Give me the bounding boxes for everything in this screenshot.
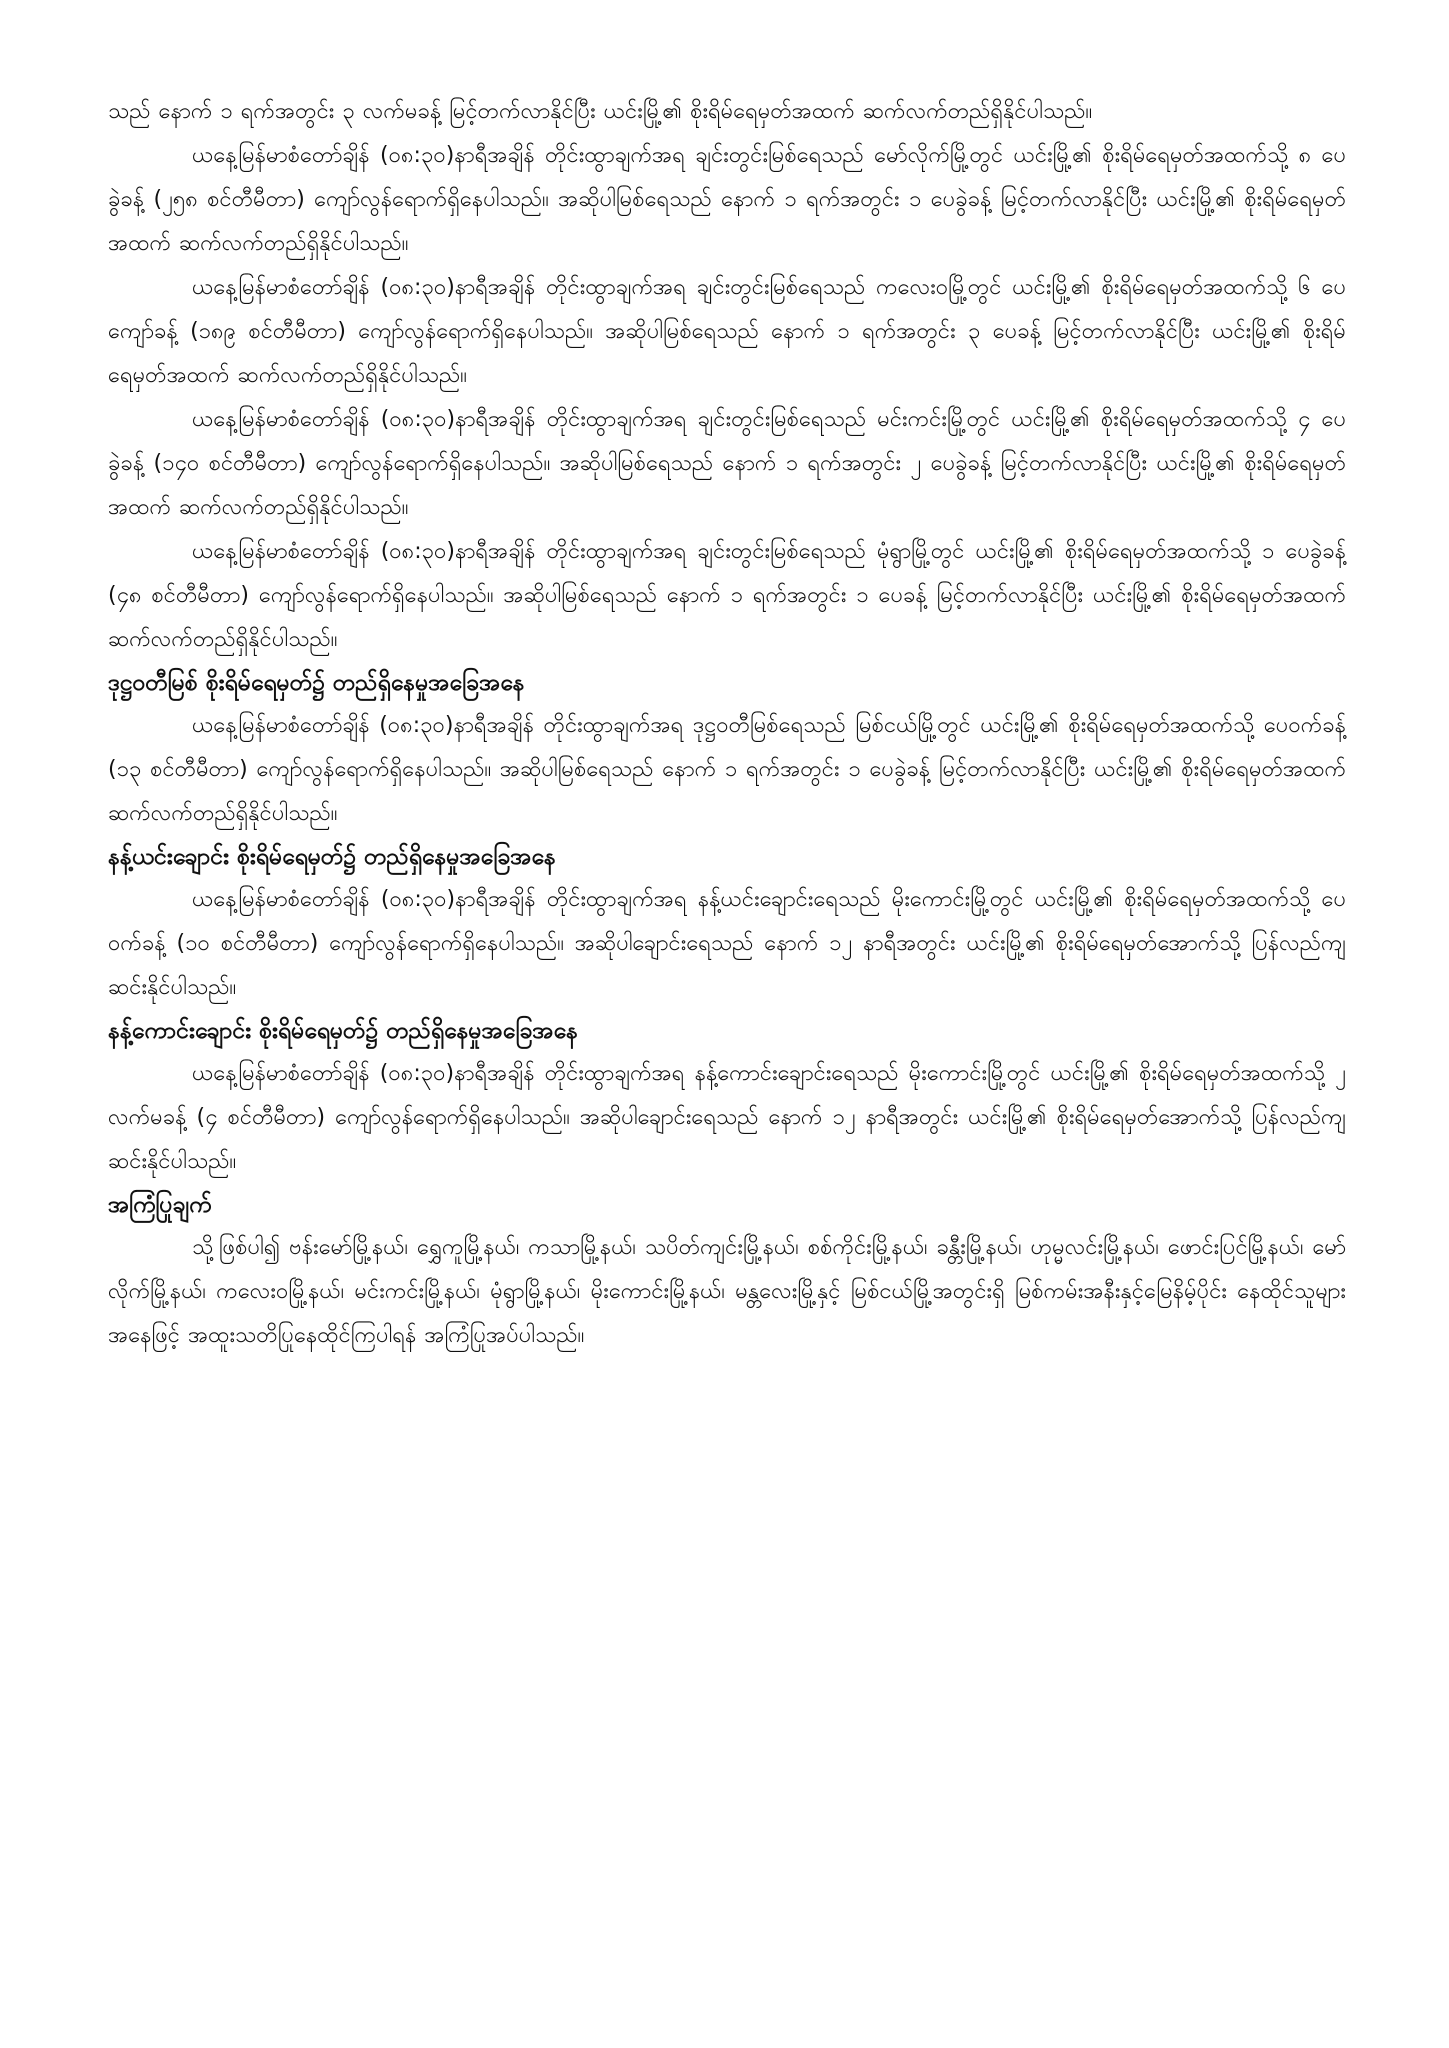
- paragraph-continued: သည် နောက် ၁ ရက်အတွင်း ၃ လက်မခန့် မြင့်တက်လာနိုင်ပြီး ယင်းမြို့၏ စိုးရိမ်ရေမှတ်အထက် ဆက်လက်တည်ရှိနိုင်ပါသည်။: [108, 99, 1093, 124]
- paragraph-nanyin-mogaung: ယနေ့မြန်မာစံတော်ချိန် (၀၈:၃၀)နာရီအချိန် တိုင်းထွာချက်အရ နန့်ယင်းချောင်းရေသည် မိုးကောင်းမြို့တွင် ယင်းမြို့၏ စိုးရိမ်ရေမှတ်အထက်သို့ ပေဝက်ခန့် (၁၀ စင်တီမီတာ) ကျော်လွန်ရောက်ရှိနေပါသည်။ အဆိုပါချောင်းရေသည် နောက် ၁၂ နာရီအတွင်း ယင်းမြို့၏ စိုးရိမ်ရေမှတ်အောက်သို့ ပြန်လည်ကျဆင်းနိုင်ပါသည်။: [108, 887, 1346, 1000]
- heading-nanyin-creek: နန့်ယင်းချောင်း စိုးရိမ်ရေမှတ်၌ တည်ရှိနေမှုအခြေအနေ: [108, 844, 556, 870]
- heading-namkaung-creek: နန့်ကောင်းချောင်း စိုးရိမ်ရေမှတ်၌ တည်ရှိနေမှုအခြေအနေ: [108, 1018, 578, 1044]
- paragraph-mawlaik: ယနေ့မြန်မာစံတော်ချိန် (၀၈:၃၀)နာရီအချိန် တိုင်းထွာချက်အရ ချင်းတွင်းမြစ်ရေသည် မော်လိုက်မြို့တွင် ယင်းမြို့၏ စိုးရိမ်ရေမှတ်အထက်သို့ ၈ ပေခွဲခန့် (၂၅၈ စင်တီမီတာ) ကျော်လွန်ရောက်ရှိနေပါသည်။ အဆိုပါမြစ်ရေသည် နောက် ၁ ရက်အတွင်း ၁ ပေခွဲခန့် မြင့်တက်လာနိုင်ပြီး ယင်းမြို့၏ စိုးရိမ်ရေမှတ်အထက် ဆက်လက်တည်ရှိနိုင်ပါသည်။: [108, 143, 1346, 256]
- heading-dotthawaddy: ဒုဋ္ဌဝတီမြစ် စိုးရိမ်ရေမှတ်၌ တည်ရှိနေမှုအခြေအနေ: [108, 670, 525, 696]
- paragraph-namkaung-mogaung: ယနေ့မြန်မာစံတော်ချိန် (၀၈:၃၀)နာရီအချိန် တိုင်းထွာချက်အရ နန့်ကောင်းချောင်းရေသည် မိုးကောင်းမြို့တွင် ယင်းမြို့၏ စိုးရိမ်ရေမှတ်အထက်သို့ ၂ လက်မခန့် (၄ စင်တီမီတာ) ကျော်လွန်ရောက်ရှိနေပါသည်။ အဆိုပါချောင်းရေသည် နောက် ၁၂ နာရီအတွင်း ယင်းမြို့၏ စိုးရိမ်ရေမှတ်အောက်သို့ ပြန်လည်ကျဆင်းနိုင်ပါသည်။: [108, 1061, 1346, 1174]
- paragraph-myittha: ယနေ့မြန်မာစံတော်ချိန် (၀၈:၃၀)နာရီအချိန် တိုင်းထွာချက်အရ ဒုဋ္ဌဝတီမြစ်ရေသည် မြစ်ငယ်မြို့တွင် ယင်းမြို့၏ စိုးရိမ်ရေမှတ်အထက်သို့ ပေဝက်ခန့် (၁၃ စင်တီမီတာ) ကျော်လွန်ရောက်ရှိနေပါသည်။ အဆိုပါမြစ်ရေသည် နောက် ၁ ရက်အတွင်း ၁ ပေခွဲခန့် မြင့်တက်လာနိုင်ပြီး ယင်းမြို့၏ စိုးရိမ်ရေမှတ်အထက် ဆက်လက်တည်ရှိနိုင်ပါသည်။: [108, 713, 1346, 826]
- paragraph-kalewa: ယနေ့မြန်မာစံတော်ချိန် (၀၈:၃၀)နာရီအချိန် တိုင်းထွာချက်အရ ချင်းတွင်းမြစ်ရေသည် ကလေးဝမြို့တွင် ယင်းမြို့၏ စိုးရိမ်ရေမှတ်အထက်သို့ ၆ ပေကျော်ခန့် (၁၈၉ စင်တီမီတာ) ကျော်လွန်ရောက်ရှိနေပါသည်။ အဆိုပါမြစ်ရေသည် နောက် ၁ ရက်အတွင်း ၃ ပေခန့် မြင့်တက်လာနိုင်ပြီး ယင်းမြို့၏ စိုးရိမ်ရေမှတ်အထက် ဆက်လက်တည်ရှိနိုင်ပါသည်။: [108, 275, 1346, 388]
- paragraph-recommendation: သို့ဖြစ်ပါ၍ ဗန်းမော်မြို့နယ်၊ ရွှေကူမြို့နယ်၊ ကသာမြို့နယ်၊ သပိတ်ကျင်းမြို့နယ်၊ စစ်ကိုင်းမြို့နယ်၊ ခန္တီးမြို့နယ်၊ ဟုမ္မလင်းမြို့နယ်၊ ဖောင်းပြင်မြို့နယ်၊ မော်လိုက်မြို့နယ်၊ ကလေးဝမြို့နယ်၊ မင်းကင်းမြို့နယ်၊ မုံရွာမြို့နယ်၊ မိုးကောင်းမြို့နယ်၊ မန္တလေးမြို့နှင့် မြစ်ငယ်မြို့အတွင်းရှိ မြစ်ကမ်းအနီးနှင့်မြေနိမ့်ပိုင်း နေထိုင်သူများ အနေဖြင့် အထူးသတိပြုနေထိုင်ကြပါရန် အကြံပြုအပ်ပါသည်။: [108, 1235, 1346, 1348]
- paragraph-monywa: ယနေ့မြန်မာစံတော်ချိန် (၀၈:၃၀)နာရီအချိန် တိုင်းထွာချက်အရ ချင်းတွင်းမြစ်ရေသည် မုံရွာမြို့တွင် ယင်းမြို့၏ စိုးရိမ်ရေမှတ်အထက်သို့ ၁ ပေခွဲခန့် (၄၈ စင်တီမီတာ) ကျော်လွန်ရောက်ရှိနေပါသည်။ အဆိုပါမြစ်ရေသည် နောက် ၁ ရက်အတွင်း ၁ ပေခန့် မြင့်တက်လာနိုင်ပြီး ယင်းမြို့၏ စိုးရိမ်ရေမှတ်အထက် ဆက်လက်တည်ရှိနိုင်ပါသည်။: [108, 539, 1346, 652]
- heading-recommendation: အကြံပြုချက်: [108, 1192, 212, 1218]
- document-body: [108, 90, 1346, 1358]
- paragraph-mingin: ယနေ့မြန်မာစံတော်ချိန် (၀၈:၃၀)နာရီအချိန် တိုင်းထွာချက်အရ ချင်းတွင်းမြစ်ရေသည် မင်းကင်းမြို့တွင် ယင်းမြို့၏ စိုးရိမ်ရေမှတ်အထက်သို့ ၄ ပေခွဲခန့် (၁၄၀ စင်တီမီတာ) ကျော်လွန်ရောက်ရှိနေပါသည်။ အဆိုပါမြစ်ရေသည် နောက် ၁ ရက်အတွင်း ၂ ပေခွဲခန့် မြင့်တက်လာနိုင်ပြီး ယင်းမြို့၏ စိုးရိမ်ရေမှတ်အထက် ဆက်လက်တည်ရှိနိုင်ပါသည်။: [108, 407, 1346, 520]
